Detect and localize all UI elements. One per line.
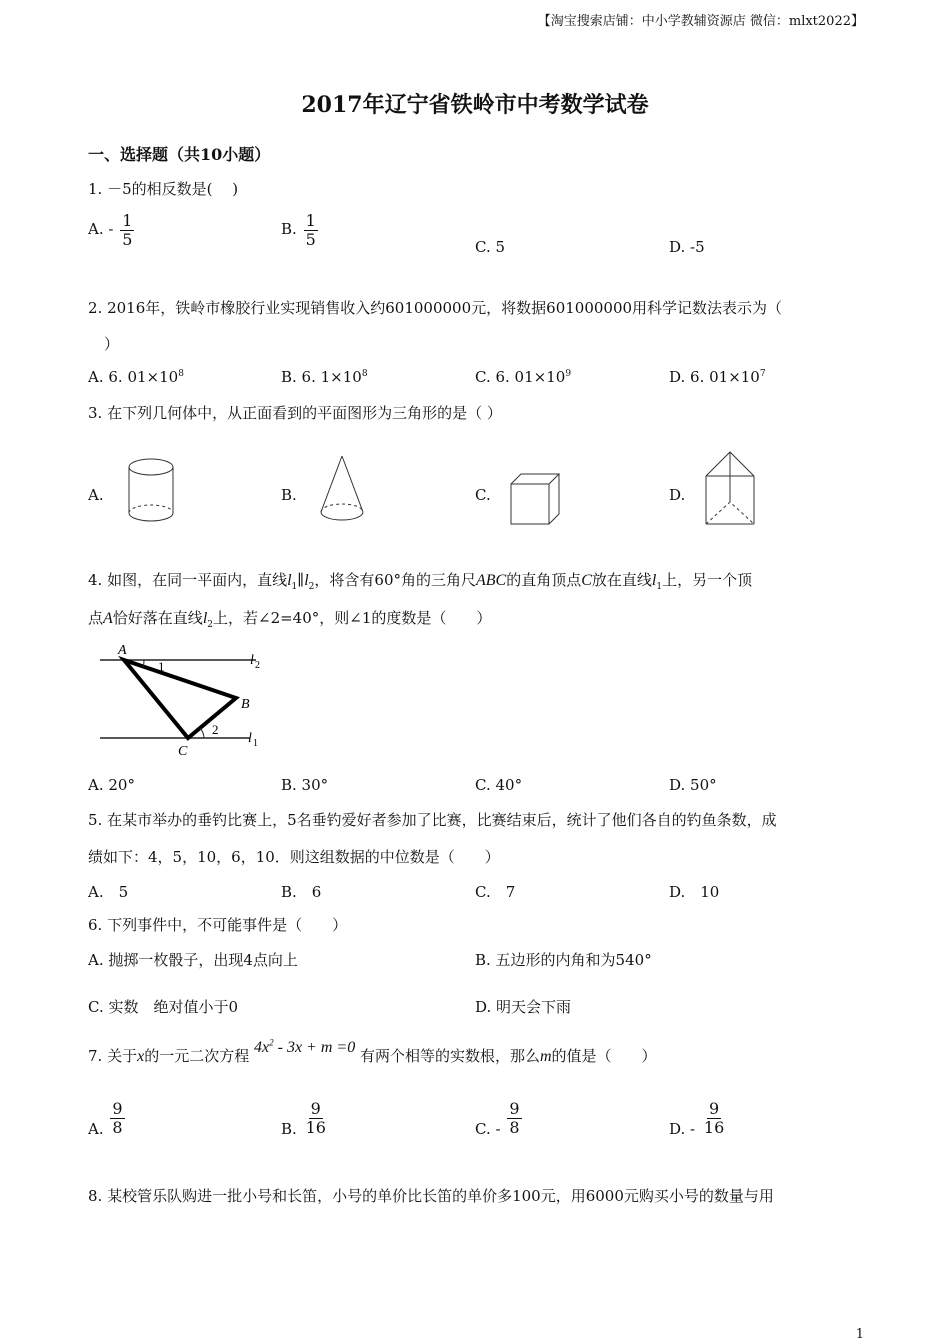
- section-heading: 一、选择题（共10小题）: [88, 145, 271, 164]
- triangular-prism-figure: [700, 448, 762, 530]
- question-8-stem: 8. 某校管乐队购进一批小号和长笛，小号的单价比长笛的单价多100元，用6000元购买小号的数量与用: [88, 1187, 774, 1205]
- fig-angle-1: 1: [158, 659, 165, 674]
- question-1-stem: 1. －5的相反数是( ): [88, 180, 239, 198]
- question-5-stem: 5. 在某市举办的垂钓比赛上，5名垂钓爱好者参加了比赛，比赛结束后，统计了他们各自的钓鱼条数，成: [88, 811, 777, 829]
- cylinder-figure: [124, 455, 184, 530]
- q4-figure: [96, 638, 271, 762]
- fraction: $\frac{9}{8}$: [112, 1099, 123, 1137]
- fraction: $\frac{9}{16}$: [703, 1099, 725, 1137]
- q1-option-a: A. - $\frac{1}{5}$: [88, 211, 133, 249]
- q4-option-b: B. 30°: [281, 776, 329, 794]
- q3-option-a: A.: [88, 486, 104, 504]
- fraction: $\frac{9}{16}$: [305, 1099, 326, 1137]
- q5-option-c: C. 7: [475, 883, 516, 901]
- fig-label-A: A: [118, 643, 127, 658]
- q6-option-c: C. 实数 绝对值小于0: [88, 998, 239, 1016]
- q5-option-d: D. 10: [669, 883, 720, 901]
- q3-option-b: B.: [281, 486, 297, 504]
- q6-option-b: B. 五边形的内角和为540°: [475, 951, 652, 969]
- q2-option-a: A. 6. $01\times 10^8$: [88, 368, 184, 386]
- question-4-stem: 4. 如图，在同一平面内，直线$l_1\parallel l_2$，将含有60°角的三角尺ABC的直角顶点C放在直线$l_1$上，另一个顶: [88, 571, 753, 592]
- fig-label-C: C: [178, 744, 188, 759]
- q5-option-b: B. 6: [281, 883, 322, 901]
- q3-option-d: D.: [669, 486, 686, 504]
- q4-option-a: A. 20°: [88, 776, 135, 794]
- fig-line-l1: l: [248, 731, 252, 746]
- question-7-stem: 7. 关于x的一元二次方程 $4x^2 - 3x + m =0$ 有两个相等的实数根，那么m的值是（ ）: [88, 1037, 657, 1065]
- q1-option-c: C. 5: [475, 238, 506, 256]
- q5-option-a: A. 5: [88, 883, 129, 901]
- question-3-stem: 3. 在下列几何体中，从正面看到的平面图形为三角形的是（ ）: [88, 404, 502, 422]
- q1-option-b: B. $\frac{1}{5}$: [281, 211, 316, 249]
- cube-figure: [505, 468, 567, 530]
- fig-label-B: B: [241, 697, 250, 712]
- q2-option-d: D. 6. $01\times 10^7$: [669, 368, 766, 386]
- fraction: $\frac{9}{8}$: [509, 1099, 520, 1137]
- question-4-stem-cont: 点A恰好落在直线$l_2$上，若∠2=40°，则∠1的度数是（ ）: [88, 609, 492, 630]
- question-2-stem-cont: ）: [104, 335, 120, 353]
- quadratic-equation: $4x^2 - 3x + m =0$: [254, 1037, 356, 1056]
- fig-line-l2: l: [250, 653, 254, 668]
- fraction: $\frac{1}{5}$: [122, 211, 133, 249]
- q3-option-c: C.: [475, 486, 491, 504]
- q6-option-a: A. 抛掷一枚骰子，出现4点向上: [88, 951, 298, 969]
- q7-option-d: D. - $\frac{9}{16}$: [669, 1099, 725, 1139]
- q7-option-c: C. - $\frac{9}{8}$: [475, 1099, 520, 1139]
- fraction: $\frac{1}{5}$: [305, 211, 316, 249]
- question-2-stem: 2. 2016年，铁岭市橡胶行业实现销售收入约601000000元，将数据601000000用科学记数法表示为（: [88, 299, 783, 317]
- q7-option-b: B. $\frac{9}{16}$: [281, 1099, 326, 1139]
- q6-option-d: D. 明天会下雨: [475, 998, 572, 1016]
- q2-option-b: B. 6. $1\times 10^8$: [281, 368, 368, 386]
- page-number: 1: [855, 1327, 864, 1342]
- fig-line-l2-sub: 2: [255, 660, 260, 671]
- q4-option-c: C. 40°: [475, 776, 523, 794]
- q2-option-c: C. 6. $01\times 10^9$: [475, 368, 572, 386]
- q4-option-d: D. 50°: [669, 776, 717, 794]
- page-title: 2017年辽宁省铁岭市中考数学试卷: [301, 92, 649, 118]
- q7-option-a: A. $\frac{9}{8}$: [88, 1099, 123, 1139]
- fig-line-l1-sub: 1: [253, 738, 258, 749]
- fig-angle-2: 2: [212, 722, 219, 737]
- question-5-stem-cont: 绩如下：4，5，10，6，10．则这组数据的中位数是（ ）: [88, 848, 500, 866]
- q1-option-d: D. -5: [669, 238, 705, 256]
- page-header: 【淘宝搜索店铺：中小学教辅资源店 微信：mlxt2022】: [537, 14, 864, 29]
- cone-figure: [314, 452, 374, 532]
- question-6-stem: 6. 下列事件中，不可能事件是（ ）: [88, 916, 348, 934]
